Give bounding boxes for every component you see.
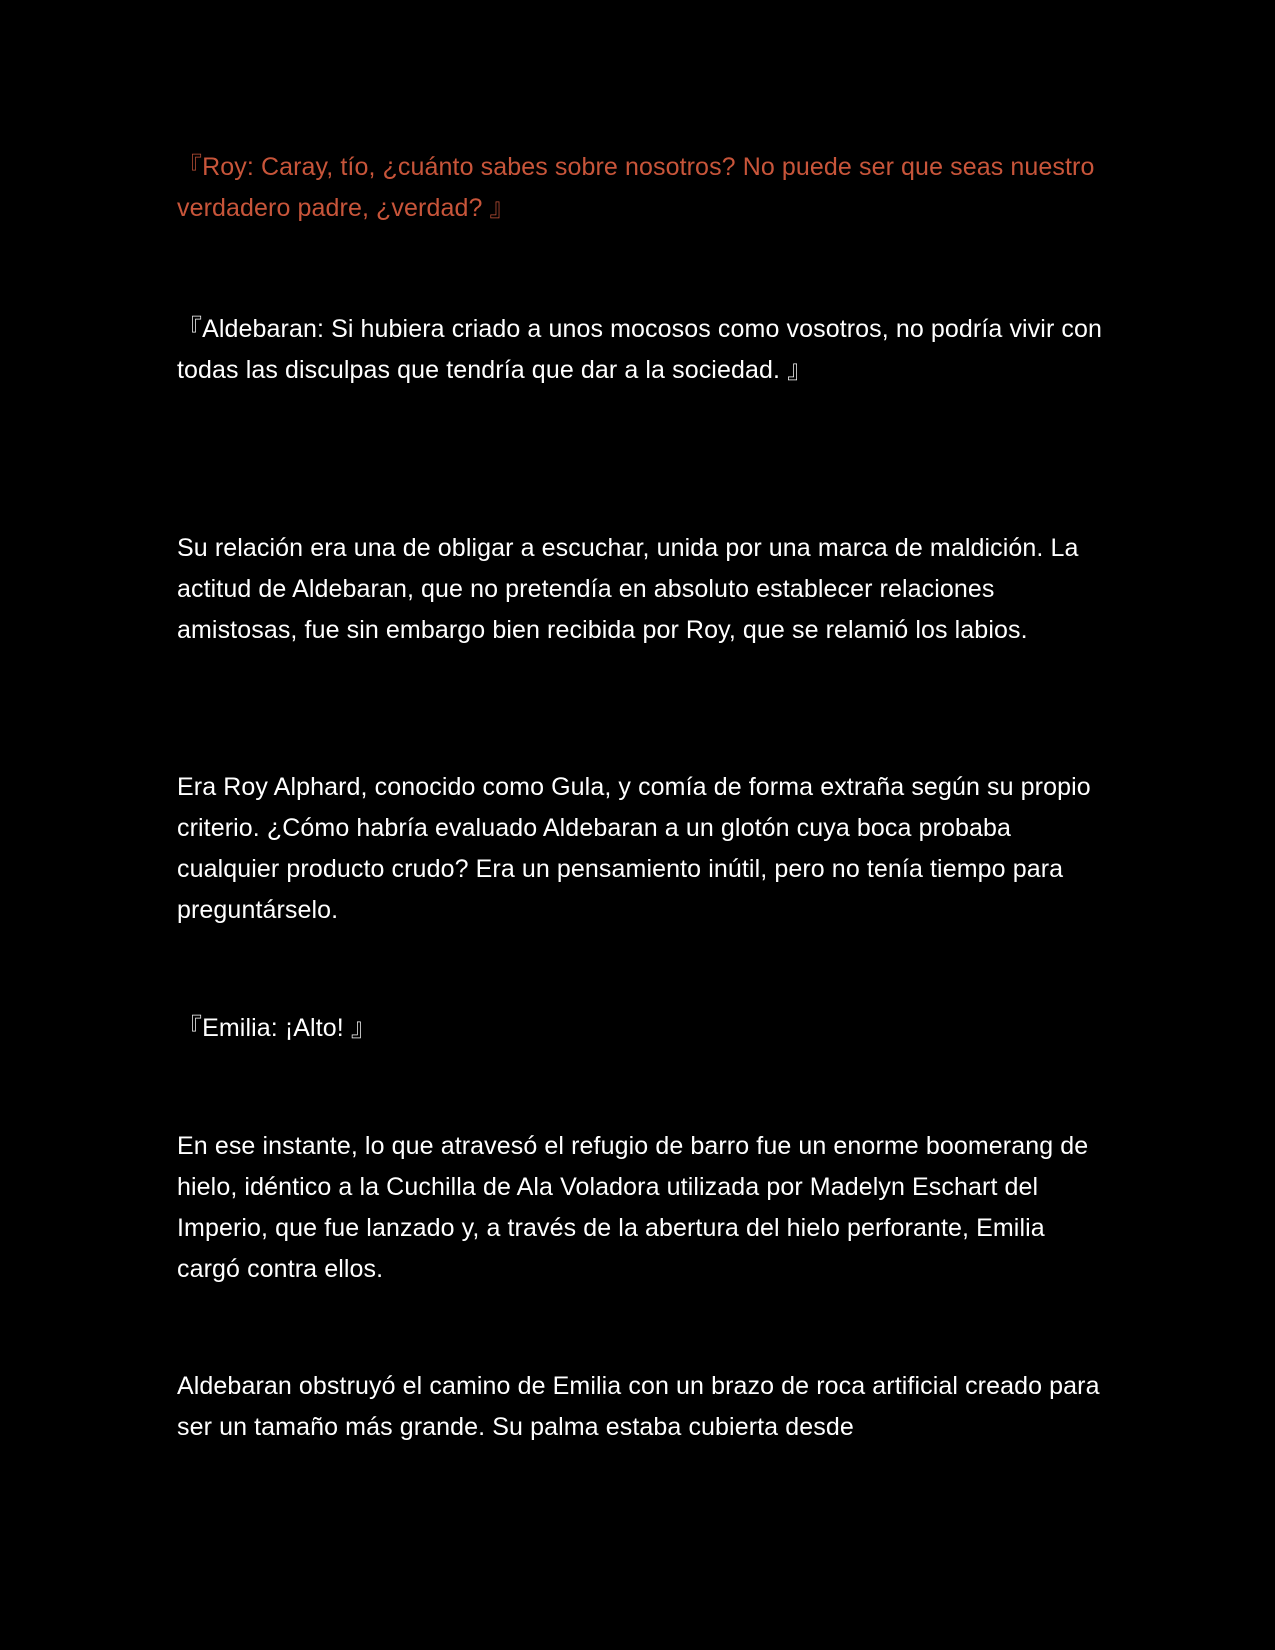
narration-paragraph: Aldebaran obstruyó el camino de Emilia con un brazo de roca artificial creado para ser un tamaño más grande. Su palma estaba cubierta desde bbox=[177, 1372, 1100, 1441]
dialogue-roy: 『Roy: Caray, tío, ¿cuánto sabes sobre nosotros? No puede ser que seas nuestro verdadero padre, ¿verdad? 』 bbox=[177, 153, 1095, 222]
narration-paragraph: En ese instante, lo que atravesó el refugio de barro fue un enorme boomerang de hielo, idéntico a la Cuchilla de Ala Voladora utilizada por Madelyn Eschart del Imperio, que fue lanzado y, a través de la abertura del hielo perforante, Emilia cargó contra ellos. bbox=[177, 1132, 1089, 1283]
dialogue-emilia: 『Emilia: ¡Alto! 』 bbox=[177, 1014, 376, 1042]
narration-paragraph: Era Roy Alphard, conocido como Gula, y comía de forma extraña según su propio criterio. ¿Cómo habría evaluado Aldebaran a un glotón cuya boca probaba cualquier producto crudo? Era un pensamiento inútil, pero no tenía tiempo para preguntárselo. bbox=[177, 773, 1091, 924]
dialogue-aldebaran: 『Aldebaran: Si hubiera criado a unos mocosos como vosotros, no podría vivir con todas las disculpas que tendría que dar a la sociedad. 』 bbox=[177, 315, 1103, 384]
narration-paragraph: Su relación era una de obligar a escuchar, unida por una marca de maldición. La actitud de Aldebaran, que no pretendía en absoluto establecer relaciones amistosas, fue sin embargo bien recibida por Roy, que se relamió los labios. bbox=[177, 534, 1079, 644]
